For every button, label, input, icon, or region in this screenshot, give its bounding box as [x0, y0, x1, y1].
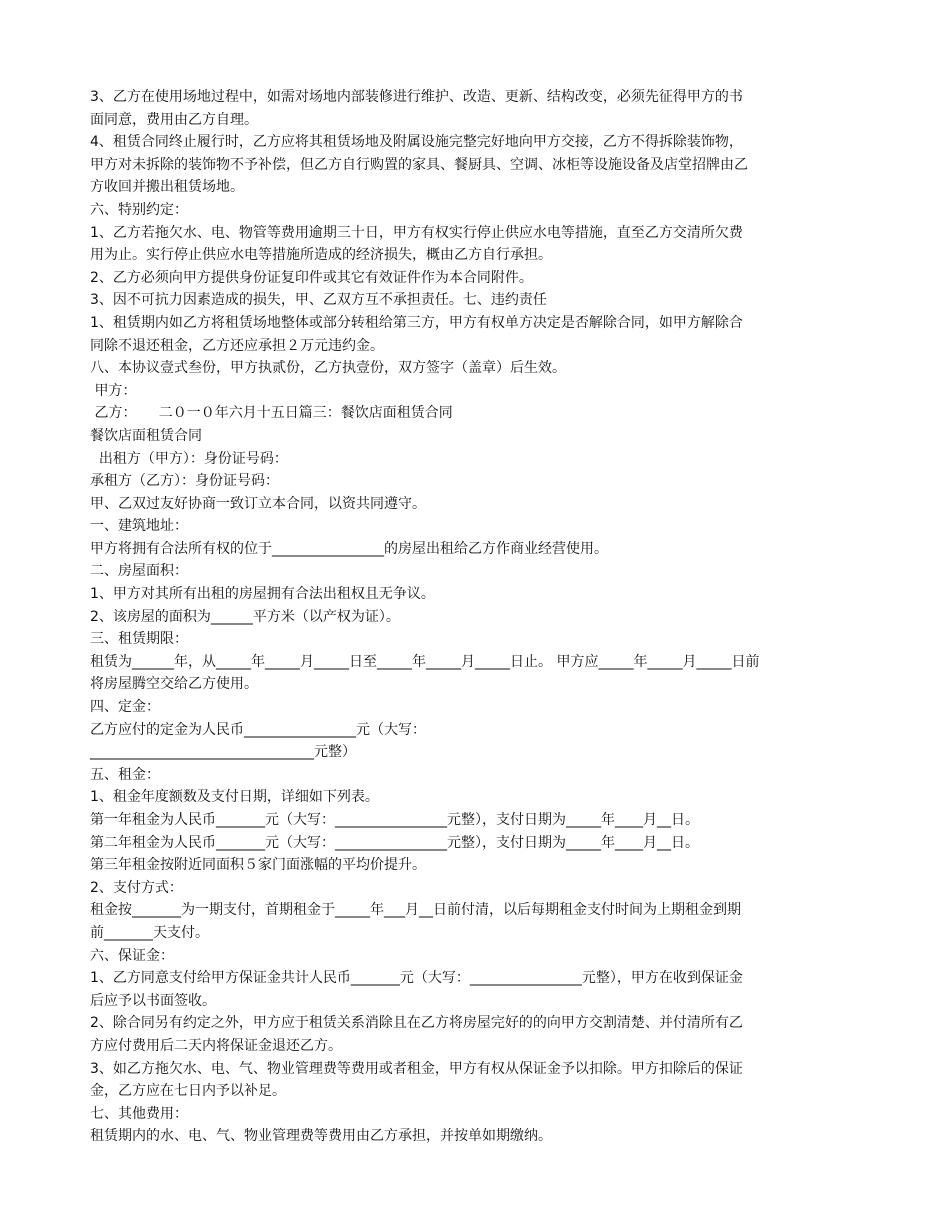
document-line: 甲方对未拆除的装饰物不予补偿，但乙方自行购置的家具、餐厨具、空调、冰柜等设施设备及店堂招牌由乙	[90, 156, 748, 173]
document-line: 面同意，费用由乙方自理。	[90, 111, 258, 128]
document-line: 2、乙方必须向甲方提供身份证复印件或其它有效证件作为本合同附件。	[90, 269, 533, 286]
document-line: 四、定金：	[90, 699, 160, 716]
document-line: 第一年租金为人民币_______元（大写：________________元整），支付日期为_____年____月__日。	[90, 812, 699, 828]
document-line: 租赁为______年，从_____年_____月_____日至_____年_____月_____日止。 甲方应_____年_____月_____日前	[90, 653, 760, 670]
document-line: 金，乙方应在七日内予以补足。	[90, 1083, 286, 1100]
document-line: 第二年租金为人民币_______元（大写：________________元整），支付日期为_____年____月__日。	[90, 834, 699, 851]
document-line: 第三年租金按附近同面积５家门面涨幅的平均价提升。	[90, 857, 426, 874]
document-line: 甲方：	[90, 382, 137, 399]
document-line: 二、房屋面积：	[90, 563, 188, 580]
document-line: 3、如乙方拖欠水、电、气、物业管理费等费用或者租金，甲方有权从保证金予以扣除。甲方扣除后的保证	[90, 1060, 743, 1077]
document-line: 甲方将拥有合法所有权的位于________________的房屋出租给乙方作商业经营使用。	[90, 540, 608, 557]
document-line: 七、其他费用：	[90, 1105, 188, 1122]
document-line: 用为止。实行停止供应水电等措施所造成的经济损失，概由乙方自行承担。	[90, 247, 552, 264]
document-line: 同除不退还租金，乙方还应承担２万元违约金。	[90, 337, 384, 354]
document-line: 甲、乙双过友好协商一致订立本合同，以资共同遵守。	[90, 495, 426, 512]
document-line: 租赁期内的水、电、气、物业管理费等费用由乙方承担，并按单如期缴纳。	[90, 1128, 552, 1145]
document-line: 餐饮店面租赁合同	[90, 427, 202, 444]
document-line: 一、建筑地址：	[90, 518, 188, 535]
document-line: 乙方应付的定金为人民币________________元（大写：	[90, 721, 426, 738]
document-line: 2、除合同另有约定之外，甲方应于租赁关系消除且在乙方将房屋完好的的向甲方交割清楚、并付清所有乙	[90, 1015, 743, 1032]
document-line: 1、甲方对其所有出租的房屋拥有合法出租权且无争议。	[90, 586, 435, 603]
document-line: 五、租金：	[90, 766, 160, 783]
document-line: 1、乙方同意支付给甲方保证金共计人民币_______元（大写：________________元整），甲方在收到保证金	[90, 970, 743, 987]
document-line: 1、租赁期内如乙方将租赁场地整体或部分转租给第三方，甲方有权单方决定是否解除合同，如甲方解除合	[90, 314, 743, 331]
document-line: 3、乙方在使用场地过程中，如需对场地内部装修进行维护、改造、更新、结构改变，必须先征得甲方的书	[90, 89, 743, 105]
document-line: 乙方： 二０一０年六月十五日篇三：餐饮店面租赁合同	[90, 405, 453, 422]
document-line: 1、乙方若拖欠水、电、物管等费用逾期三十日，甲方有权实行停止供应水电等措施，直至乙方交清所欠费	[90, 224, 743, 241]
document-line: 后应予以书面签收。	[90, 992, 216, 1009]
document-line: 方应付费用后二天内将保证金退还乙方。	[90, 1037, 342, 1054]
document-line: 2、支付方式：	[90, 879, 183, 896]
document-line: 八、本协议壹式叁份，甲方执贰份，乙方执壹份，双方签字（盖章）后生效。	[90, 360, 566, 377]
document-line: 1、租金年度额数及支付日期，详细如下列表。	[90, 789, 379, 806]
document-line: 3、因不可抗力因素造成的损失，甲、乙双方互不承担责任。七、违约责任	[90, 292, 547, 309]
document-line: 2、该房屋的面积为______平方米（以产权为证）。	[90, 608, 400, 625]
document-line: 租金按_______为一期支付，首期租金于_____年___月__日前付清，以后每期租金支付时间为上期租金到期	[90, 902, 741, 919]
document-line: 将房屋腾空交给乙方使用。	[90, 676, 258, 693]
document-line: 承租方（乙方）：身份证号码：	[90, 473, 279, 490]
document-line: 方收回并搬出租赁场地。	[90, 179, 244, 196]
document-line: 六、特别约定：	[90, 201, 188, 218]
document-line: ________________________________元整）	[90, 744, 356, 761]
document-line: 出租方（甲方）：身份证号码：	[90, 450, 288, 467]
document-line: 六、保证金：	[90, 947, 174, 964]
document-line: 4、租赁合同终止履行时，乙方应将其租赁场地及附属设施完整完好地向甲方交接，乙方不得拆除装饰物，	[90, 134, 743, 151]
document-line: 三、租赁期限：	[90, 631, 188, 648]
document-line: 前_______天支付。	[90, 924, 209, 941]
